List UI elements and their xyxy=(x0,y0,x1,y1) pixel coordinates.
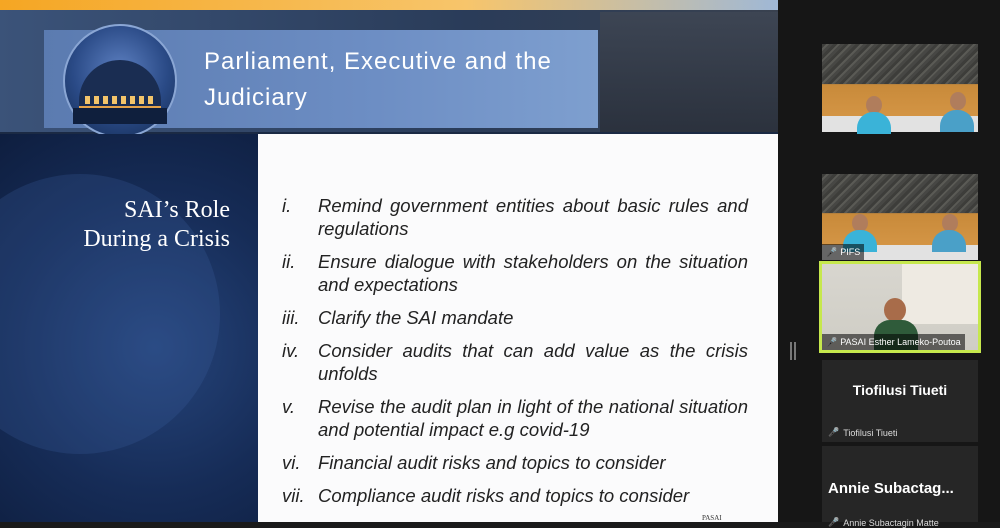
list-item-text: Revise the audit plan in light of the national situation and potential impact e.g covid-19 xyxy=(318,396,748,440)
video-wall xyxy=(822,44,978,84)
participant-name-tag xyxy=(828,517,939,528)
list-item-text: Remind government entities about basic rules and regulations xyxy=(318,195,748,239)
participant-name-tag xyxy=(822,244,864,260)
slide-left-panel xyxy=(0,134,258,522)
video-wall xyxy=(822,174,978,213)
list-item-text: Ensure dialogue with stakeholders on the situation and expectations xyxy=(318,251,748,295)
list-item xyxy=(282,339,748,385)
list-item xyxy=(282,306,748,329)
slide-top-strip xyxy=(0,0,778,10)
participant-display-name: Annie Subactag... xyxy=(828,480,954,497)
list-item-number: iv. xyxy=(282,340,300,361)
list-item-number: iii. xyxy=(282,307,300,328)
pasai-logo-mark: PASAI xyxy=(702,514,722,522)
participant-name-tag xyxy=(822,334,965,350)
section-title-line1: SAI’s Role xyxy=(123,197,230,223)
video-window-light xyxy=(902,264,978,324)
list-item-number: ii. xyxy=(282,251,296,272)
person-body xyxy=(857,112,891,134)
parliament-building-logo xyxy=(63,24,177,138)
microphone-icon: 🎤 xyxy=(826,247,838,257)
panel-resize-handle[interactable] xyxy=(790,342,796,360)
list-item-number: vii. xyxy=(282,485,305,506)
list-item-number: vi. xyxy=(282,452,301,473)
list-item-text: Compliance audit risks and topics to consider xyxy=(318,485,690,506)
dome-lights xyxy=(85,96,155,104)
header-photo xyxy=(600,12,778,132)
microphone-icon: 🎤 xyxy=(826,337,838,347)
list-item-text: Financial audit risks and topics to consider xyxy=(318,452,666,473)
person-body xyxy=(932,230,966,252)
participant-tile-annie[interactable] xyxy=(822,446,978,528)
list-item-number: v. xyxy=(282,396,296,417)
list-item-text: Consider audits that can add value as the crisis unfolds xyxy=(318,340,748,384)
person-body xyxy=(940,110,974,132)
person-head xyxy=(950,92,966,110)
list-item xyxy=(282,194,748,240)
slide-header-title: Parliament, Executive and the Judiciary xyxy=(204,48,552,111)
role-list xyxy=(282,194,748,517)
participant-display-name: Tiofilusi Tiueti xyxy=(852,382,948,398)
list-item xyxy=(282,451,748,474)
list-item-number: i. xyxy=(282,195,292,216)
dome-base xyxy=(73,108,167,124)
slide-section-title xyxy=(0,196,230,254)
participant-video-pifs[interactable] xyxy=(822,174,978,260)
participant-label: PIFS xyxy=(840,247,861,257)
list-item xyxy=(282,250,748,296)
participant-tile-tiofilusi[interactable] xyxy=(822,360,978,442)
section-title-line2: During a Crisis xyxy=(83,226,230,252)
list-item xyxy=(282,484,748,507)
participant-label: Annie Subactagin Matte xyxy=(843,517,939,528)
list-item-text: Clarify the SAI mandate xyxy=(318,307,514,328)
list-item xyxy=(282,395,748,441)
person-head xyxy=(884,298,906,322)
participant-label: PASAI Esther Lameko-Poutoa xyxy=(840,337,961,347)
participant-video-active-speaker[interactable] xyxy=(822,264,978,350)
muted-microphone-icon: 🎤 xyxy=(828,427,840,437)
muted-microphone-icon: 🎤 xyxy=(828,517,840,527)
participant-label: Tiofilusi Tiueti xyxy=(843,427,898,438)
participant-video-room-1[interactable] xyxy=(822,44,978,132)
participant-name-tag xyxy=(828,427,897,438)
